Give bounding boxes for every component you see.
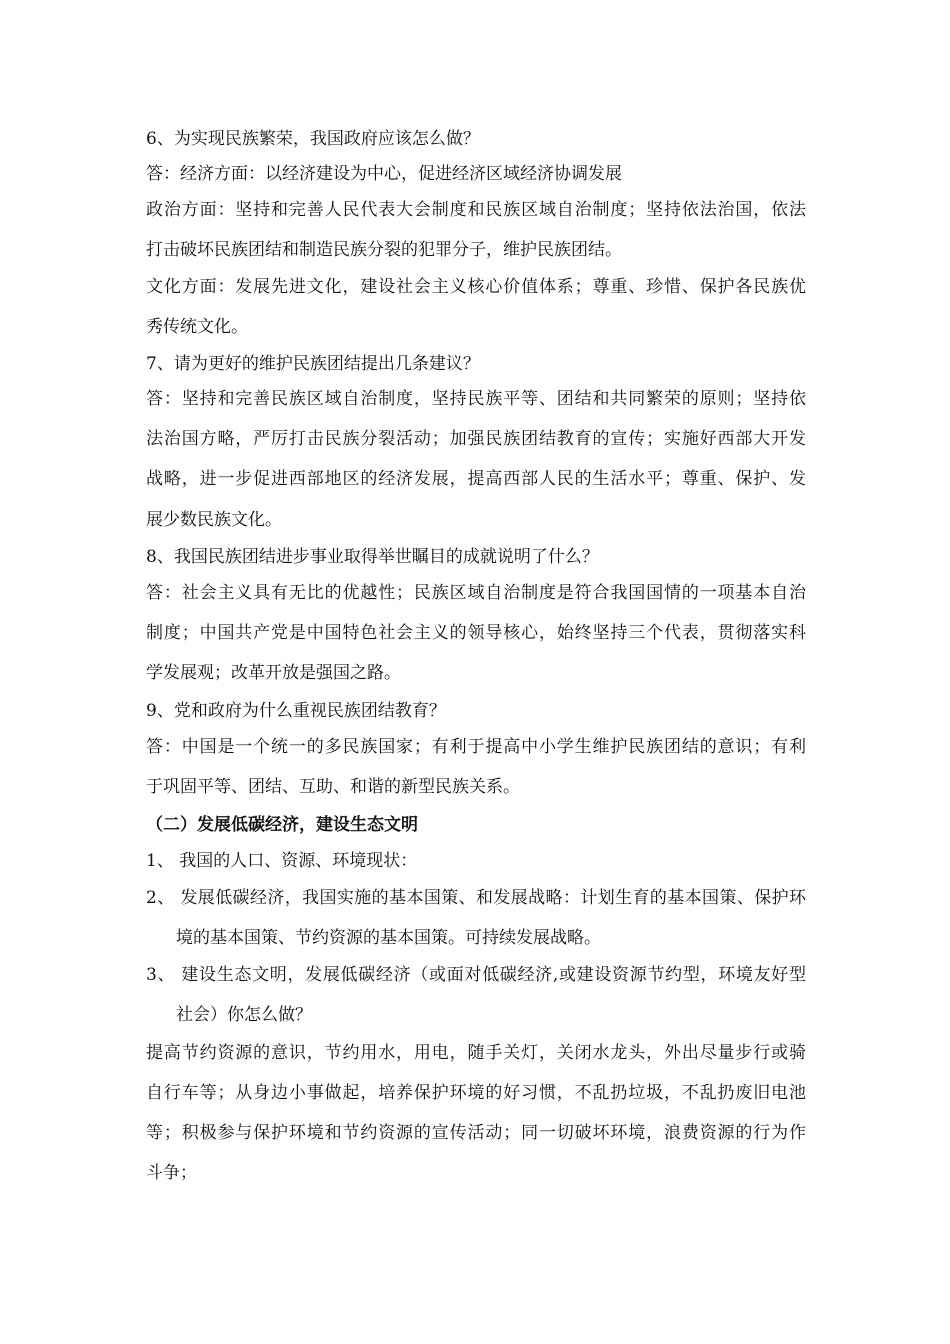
item-2: 2、 发展低碳经济，我国实施的基本国策、和发展战略：计划生育的基本国策、保护环 xyxy=(146,888,806,908)
answer-8-line-2: 制度；中国共产党是中国特色社会主义的领导核心，始终坚持三个代表，贯彻落实科 xyxy=(146,623,806,643)
item-3: 3、 建设生态文明，发展低碳经济（或面对低碳经济,或建设资源节约型，环境友好型 xyxy=(146,965,806,985)
question-8: 8、我国民族团结进步事业取得举世瞩目的成就说明了什么？ xyxy=(146,547,599,567)
item-2-cont: 境的基本国策、节约资源的基本国策。可持续发展战略。 xyxy=(176,928,601,948)
answer-6-culture-cont: 秀传统文化。 xyxy=(146,317,248,337)
item-1: 1、 我国的人口、资源、环境现状： xyxy=(146,851,418,871)
answer-6-politics-cont: 打击破坏民族团结和制造民族分裂的犯罪分子，维护民族团结。 xyxy=(146,240,622,260)
answer-3-line-4: 斗争； xyxy=(146,1163,197,1183)
answer-3-line-3: 等；积极参与保护环境和节约资源的宣传活动；同一切破坏环境，浪费资源的行为作 xyxy=(146,1123,806,1143)
answer-3-line-1: 提高节约资源的意识，节约用水，用电，随手关灯，关闭水龙头，外出尽量步行或骑 xyxy=(146,1043,806,1063)
answer-7-line-1: 答：坚持和完善民族区域自治制度，坚持民族平等、团结和共同繁荣的原则；坚持依 xyxy=(146,389,806,409)
answer-6-politics: 政治方面：坚持和完善人民代表大会制度和民族区域自治制度；坚持依法治国，依法 xyxy=(146,200,806,220)
section-heading: （二）发展低碳经济，建设生态文明 xyxy=(146,815,418,835)
question-6: 6、为实现民族繁荣，我国政府应该怎么做？ xyxy=(146,129,480,149)
answer-7-line-4: 展少数民族文化。 xyxy=(146,510,282,530)
answer-3-line-2: 自行车等；从身边小事做起，培养保护环境的好习惯，不乱扔垃圾，不乱扔废旧电池 xyxy=(146,1083,806,1103)
item-3-cont: 社会）你怎么做？ xyxy=(176,1005,312,1025)
answer-8-line-3: 学发展观；改革开放是强国之路。 xyxy=(146,663,401,683)
question-9: 9、党和政府为什么重视民族团结教育？ xyxy=(146,701,446,721)
question-7: 7、请为更好的维护民族团结提出几条建议？ xyxy=(146,354,480,374)
answer-7-line-2: 法治国方略，严厉打击民族分裂活动；加强民族团结教育的宣传；实施好西部大开发 xyxy=(146,429,806,449)
answer-6-culture: 文化方面：发展先进文化，建设社会主义核心价值体系；尊重、珍惜、保护各民族优 xyxy=(146,277,806,297)
answer-9-line-2: 于巩固平等、团结、互助、和谐的新型民族关系。 xyxy=(146,777,520,797)
answer-9-line-1: 答：中国是一个统一的多民族国家；有利于提高中小学生维护民族团结的意识；有利 xyxy=(146,737,806,757)
answer-7-line-3: 战略，进一步促进西部地区的经济发展，提高西部人民的生活水平；尊重、保护、发 xyxy=(146,469,806,489)
answer-6-economy: 答：经济方面：以经济建设为中心，促进经济区域经济协调发展 xyxy=(146,164,622,184)
answer-8-line-1: 答：社会主义具有无比的优越性；民族区域自治制度是符合我国国情的一项基本自治 xyxy=(146,583,806,603)
